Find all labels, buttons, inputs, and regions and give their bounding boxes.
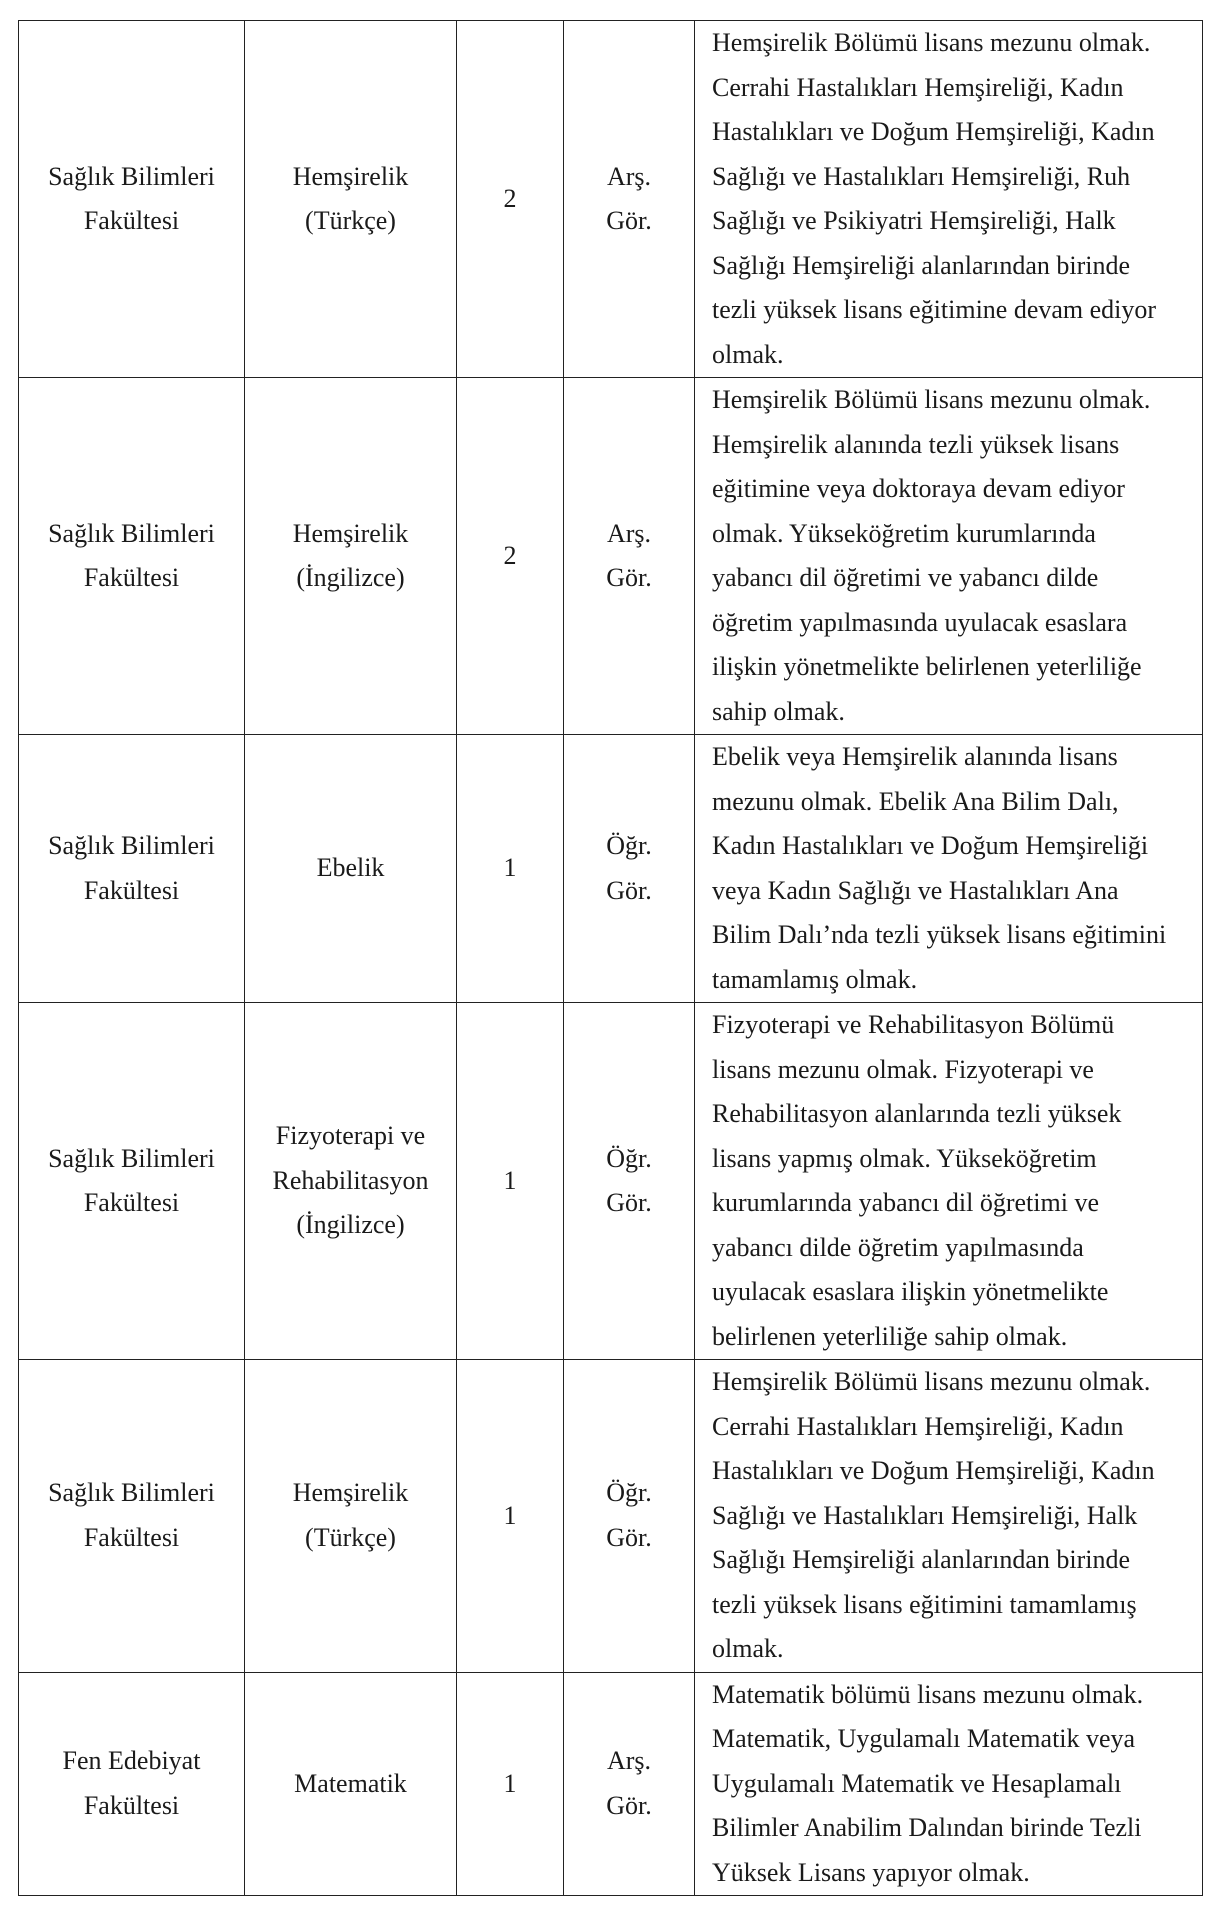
requirement-line: Matematik, Uygulamalı Matematik veya [712,1724,1136,1753]
requirement-line: Kadın Hastalıkları ve Doğum Hemşireliği [712,831,1149,860]
quantity-cell [457,1003,564,1360]
faculty-cell [19,21,245,378]
title-line: Arş. [606,1746,652,1776]
requirement-line: Ebelik veya Hemşirelik alanında lisans [712,742,1118,771]
title-line: Gör. [606,1522,652,1552]
requirement-line: Hastalıkları ve Doğum Hemşireliği, Kadın [712,1456,1155,1485]
department-line: Hemşirelik [292,161,409,191]
requirement-line: sahip olmak. [712,696,845,726]
department-line: Ebelik [316,853,385,883]
title-line: Gör. [606,1790,652,1820]
requirement-line: Uygulamalı Matematik ve Hesaplamalı [712,1768,1122,1798]
requirement-line: kurumlarında yabancı dil öğretimi ve [712,1188,1099,1217]
department-line: (İngilizce) [296,1210,405,1240]
faculty-line: Fakültesi [83,1522,180,1552]
title-line: Arş. [606,161,652,191]
requirement-line: Cerrahi Hastalıkları Hemşireliği, Kadın [712,72,1124,102]
positions-table-body [19,21,1203,1896]
faculty-cell [19,1360,245,1673]
faculty-cell [19,1672,245,1896]
requirement-line: Bilimler Anabilim Dalından birinde Tezli [712,1813,1142,1842]
faculty-line: Fen Edebiyat [62,1746,201,1776]
requirement-line: Bilim Dalı’nda tezli yüksek lisans eğitimini [712,920,1167,949]
requirements-cell [695,735,1203,1003]
requirement-line: lisans yapmış olmak. Yükseköğretim [712,1143,1097,1173]
requirement-line: Sağlığı ve Hastalıkları Hemşireliği, Ruh [712,161,1131,191]
requirement-line: eğitimine veya doktoraya devam ediyor [712,474,1125,503]
title-line: Gör. [606,563,652,592]
faculty-cell [19,378,245,735]
requirements-cell [695,1672,1203,1896]
requirement-line: Hemşirelik Bölümü lisans mezunu olmak. [712,385,1151,414]
title-line: Gör. [606,1188,652,1217]
title-cell [564,21,695,378]
department-cell [245,1360,457,1673]
requirement-line: Hemşirelik Bölümü lisans mezunu olmak. [712,28,1151,57]
quantity-value: 1 [503,1500,517,1530]
quantity-value: 1 [503,1165,517,1195]
table-row [19,1360,1203,1673]
requirement-line: öğretim yapılmasında uyulacak esaslara [712,607,1128,637]
faculty-line: Fakültesi [83,1790,180,1820]
title-line: Öğr. [606,831,652,860]
department-cell [245,1003,457,1360]
department-line: Rehabilitasyon [272,1165,429,1195]
title-cell [564,1672,695,1896]
requirement-line: Sağlığı ve Psikiyatri Hemşireliği, Halk [712,206,1116,235]
requirement-line: Sağlığı Hemşireliği alanlarından birinde [712,250,1131,280]
department-line: Hemşirelik [292,518,409,548]
requirements-cell [695,21,1203,378]
quantity-cell [457,1672,564,1896]
quantity-cell [457,735,564,1003]
requirement-line: Rehabilitasyon alanlarında tezli yüksek [712,1099,1122,1128]
requirement-line: tezli yüksek lisans eğitimine devam ediyor [712,295,1157,324]
requirements-cell [695,378,1203,735]
department-cell [245,1672,457,1896]
faculty-line: Sağlık Bilimleri [48,1143,215,1173]
table-row [19,378,1203,735]
requirement-line: tamamlamış olmak. [712,964,918,994]
faculty-line: Sağlık Bilimleri [48,518,215,548]
faculty-line: Fakültesi [83,563,180,592]
title-line: Gör. [606,206,652,235]
title-cell [564,1360,695,1673]
requirements-cell [695,1360,1203,1673]
quantity-cell [457,1360,564,1673]
title-line: Öğr. [606,1143,652,1173]
title-line: Gör. [606,875,652,905]
quantity-value: 2 [503,540,517,570]
department-line: (İngilizce) [296,563,405,592]
table-row [19,1672,1203,1896]
requirement-line: Sağlığı Hemşireliği alanlarından birinde [712,1545,1131,1574]
title-cell [564,1003,695,1360]
positions-table [18,20,1203,1896]
requirement-line: yabancı dil öğretimi ve yabancı dilde [712,563,1099,592]
quantity-cell [457,378,564,735]
requirement-line: mezunu olmak. Ebelik Ana Bilim Dalı, [712,786,1119,816]
faculty-line: Fakültesi [83,875,180,905]
title-line: Öğr. [606,1478,652,1508]
title-line: Arş. [606,518,652,548]
table-row [19,1003,1203,1360]
department-line: (Türkçe) [305,206,396,235]
department-line: Hemşirelik [292,1478,409,1508]
table-row [19,735,1203,1003]
faculty-line: Fakültesi [83,1188,180,1217]
department-cell [245,21,457,378]
table-row [19,21,1203,378]
requirement-line: veya Kadın Sağlığı ve Hastalıkları Ana [712,875,1119,905]
faculty-line: Fakültesi [83,206,180,235]
requirement-line: Hastalıkları ve Doğum Hemşireliği, Kadın [712,117,1155,146]
requirements-cell [695,1003,1203,1360]
requirement-line: tezli yüksek lisans eğitimini tamamlamış [712,1589,1137,1619]
requirement-line: Hemşirelik Bölümü lisans mezunu olmak. [712,1367,1151,1396]
department-line: Matematik [294,1768,407,1798]
quantity-cell [457,21,564,378]
department-cell [245,735,457,1003]
quantity-value: 1 [503,853,517,883]
requirement-line: yabancı dilde öğretim yapılmasında [712,1232,1084,1262]
requirement-line: uyulacak esaslara ilişkin yönetmelikte [712,1277,1109,1306]
requirement-line: Matematik bölümü lisans mezunu olmak. [712,1679,1144,1709]
requirement-line: lisans mezunu olmak. Fizyoterapi ve [712,1054,1094,1084]
department-cell [245,378,457,735]
department-line: Fizyoterapi ve [275,1121,426,1151]
quantity-value: 2 [503,183,517,213]
requirement-line: Yüksek Lisans yapıyor olmak. [712,1857,1030,1887]
requirement-line: olmak. Yükseköğretim kurumlarında [712,518,1096,548]
title-cell [564,378,695,735]
requirement-line: Sağlığı ve Hastalıkları Hemşireliği, Halk [712,1500,1138,1530]
faculty-line: Sağlık Bilimleri [48,1478,215,1508]
faculty-cell [19,1003,245,1360]
requirement-line: Fizyoterapi ve Rehabilitasyon Bölümü [712,1010,1115,1039]
title-cell [564,735,695,1003]
department-line: (Türkçe) [305,1522,396,1552]
faculty-cell [19,735,245,1003]
requirement-line: Hemşirelik alanında tezli yüksek lisans [712,429,1120,459]
requirement-line: belirlenen yeterliliğe sahip olmak. [712,1321,1068,1351]
quantity-value: 1 [503,1768,517,1798]
faculty-line: Sağlık Bilimleri [48,831,215,860]
requirement-line: Cerrahi Hastalıkları Hemşireliği, Kadın [712,1411,1124,1441]
faculty-line: Sağlık Bilimleri [48,161,215,191]
requirement-line: olmak. [712,1634,784,1663]
requirement-line: olmak. [712,339,784,369]
requirement-line: ilişkin yönetmelikte belirlenen yeterliliğe [712,652,1142,681]
